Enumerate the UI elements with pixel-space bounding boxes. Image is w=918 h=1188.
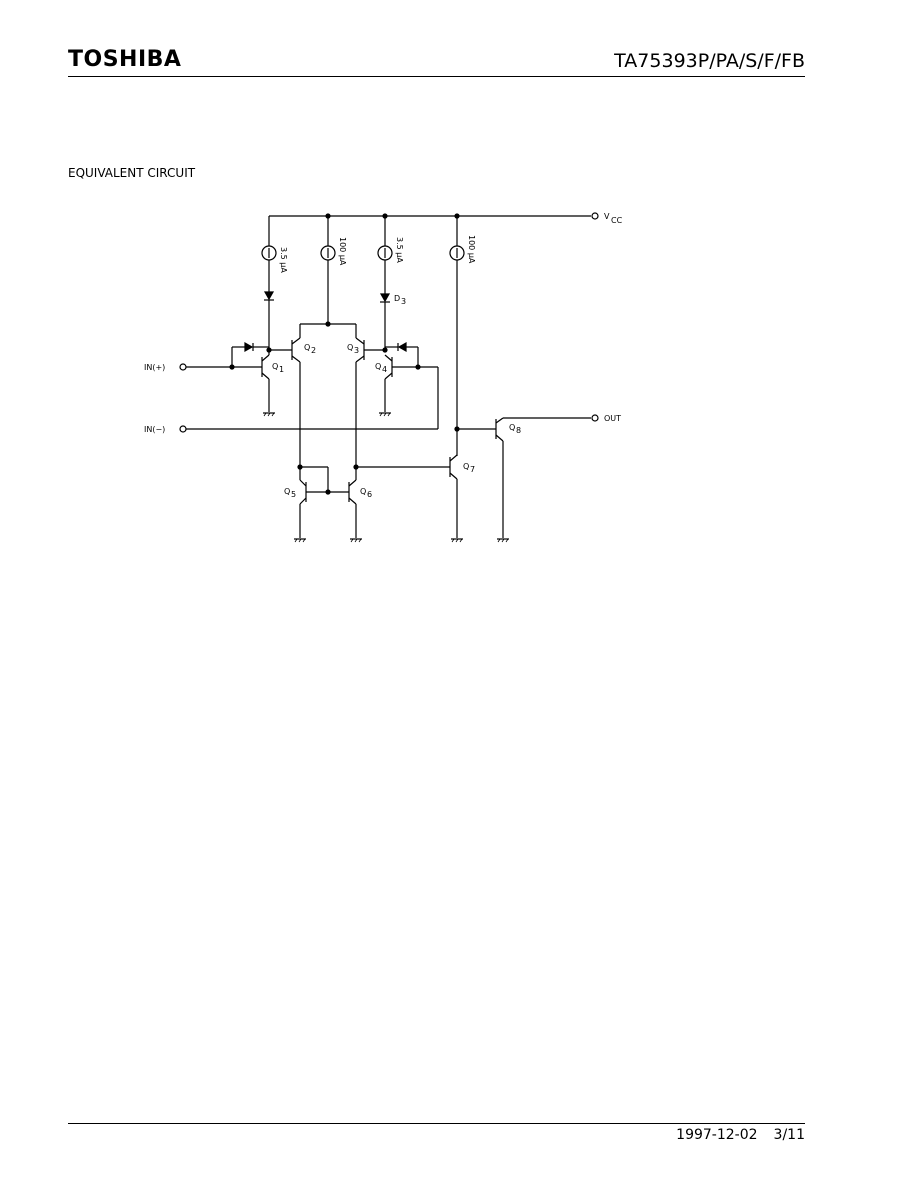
part-number: TA75393P/PA/S/F/FB <box>614 50 805 72</box>
current-source-1-label: 3.5 μA <box>279 247 288 273</box>
out-label: OUT <box>604 414 622 423</box>
transistor-q2-label: Q <box>304 343 311 352</box>
transistor-q3-subscript: 3 <box>354 346 360 355</box>
diode-d3-label: D <box>394 294 401 303</box>
current-source-4-label: 100 μA <box>467 235 476 264</box>
transistor-q5-label: Q <box>284 487 291 496</box>
transistor-q7-subscript: 7 <box>470 465 476 474</box>
brand-logo: TOSHIBA <box>68 47 182 72</box>
footer-page-number: 3/11 <box>773 1127 805 1143</box>
current-source-2-label: 100 μA <box>338 237 347 266</box>
footer-date: 1997-12-02 <box>676 1127 758 1143</box>
transistor-q4-subscript: 4 <box>382 365 388 374</box>
transistor-q6-label: Q <box>360 487 367 496</box>
transistor-q1-subscript: 1 <box>279 365 285 374</box>
current-source-3-label: 3.5 μA <box>395 237 404 263</box>
transistor-q6-subscript: 6 <box>367 490 373 499</box>
transistor-q4-label: Q <box>375 362 382 371</box>
footer <box>676 1127 805 1143</box>
vcc-subscript: CC <box>611 216 623 225</box>
transistor-q5-subscript: 5 <box>291 490 297 499</box>
transistor-q2-subscript: 2 <box>311 346 317 355</box>
footer-rule <box>68 1123 805 1124</box>
in-minus-label: IN(−) <box>144 425 166 434</box>
vcc-label: V <box>604 212 610 221</box>
transistor-q8-subscript: 8 <box>516 426 522 435</box>
transistor-q7-label: Q <box>463 462 470 471</box>
section-title: EQUIVALENT CIRCUIT <box>68 166 196 180</box>
transistor-q1-label: Q <box>272 362 279 371</box>
transistor-q8-label: Q <box>509 423 516 432</box>
in-plus-label: IN(+) <box>144 363 166 372</box>
transistor-q3-label: Q <box>347 343 354 352</box>
diode-d3-subscript: 3 <box>401 297 407 306</box>
